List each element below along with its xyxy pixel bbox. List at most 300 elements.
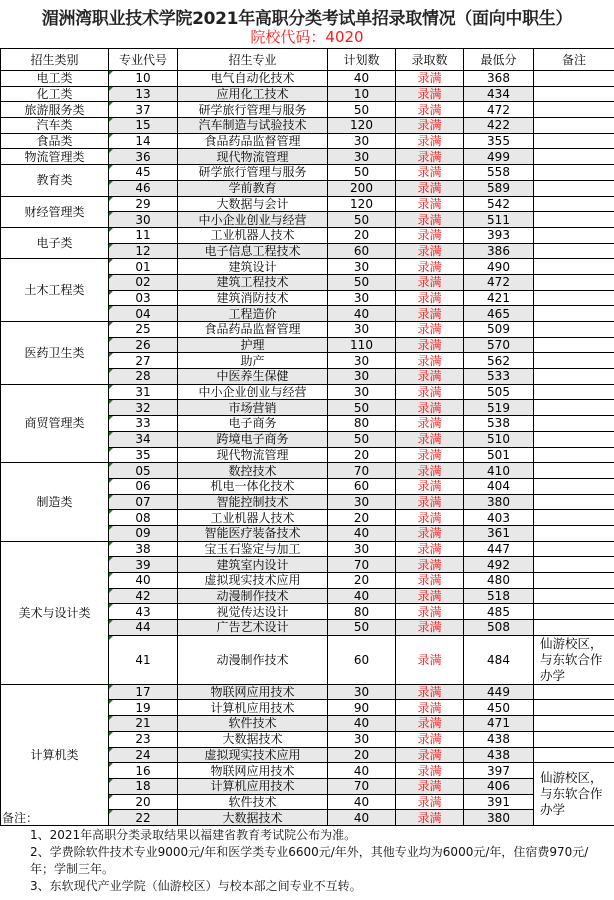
note-cell xyxy=(534,149,614,165)
admission-status-cell: 录满 xyxy=(396,180,464,196)
table-row xyxy=(1,684,614,700)
plan-count-cell: 200 xyxy=(328,180,396,196)
major-code-cell: 40 xyxy=(109,573,178,589)
note-cell xyxy=(534,274,614,290)
min-score-cell: 519 xyxy=(464,400,534,416)
plan-count-cell: 50 xyxy=(328,620,396,636)
table-body xyxy=(1,71,614,826)
admission-status-cell: 录满 xyxy=(396,716,464,732)
admission-status-cell: 录满 xyxy=(396,86,464,102)
major-name-cell: 大数据技术 xyxy=(178,731,328,747)
min-score-cell: 465 xyxy=(464,306,534,322)
category-cell: 医药卫生类 xyxy=(1,322,109,385)
table-row xyxy=(1,541,614,557)
table-row xyxy=(1,133,614,149)
min-score-cell: 533 xyxy=(464,369,534,385)
min-score-cell: 472 xyxy=(464,102,534,118)
note-cell xyxy=(534,71,614,87)
admission-status-cell: 录满 xyxy=(396,494,464,510)
admission-status-cell: 录满 xyxy=(396,243,464,259)
major-code-cell: 21 xyxy=(109,716,178,732)
major-name-cell: 虚拟现实技术应用 xyxy=(178,747,328,763)
note-cell xyxy=(534,525,614,541)
plan-count-cell: 20 xyxy=(328,747,396,763)
category-cell: 财经管理类 xyxy=(1,196,109,227)
major-code-cell: 41 xyxy=(109,635,178,684)
plan-count-cell: 50 xyxy=(328,212,396,228)
table-row xyxy=(1,259,614,275)
min-score-cell: 391 xyxy=(464,794,534,810)
admission-status-cell: 录满 xyxy=(396,573,464,589)
header-code: 专业代号 xyxy=(109,49,178,71)
note-cell xyxy=(534,180,614,196)
table-row xyxy=(1,322,614,338)
plan-count-cell: 30 xyxy=(328,731,396,747)
note-cell xyxy=(534,620,614,636)
major-name-cell: 研学旅行管理与服务 xyxy=(178,102,328,118)
note-cell xyxy=(534,196,614,212)
admission-status-cell: 录满 xyxy=(396,747,464,763)
min-score-cell: 562 xyxy=(464,353,534,369)
plan-count-cell: 40 xyxy=(328,306,396,322)
table-row xyxy=(1,227,614,243)
admission-status-cell: 录满 xyxy=(396,525,464,541)
admission-status-cell: 录满 xyxy=(396,274,464,290)
table-row xyxy=(1,165,614,181)
admission-status-cell: 录满 xyxy=(396,447,464,463)
major-code-cell: 02 xyxy=(109,274,178,290)
admission-status-cell: 录满 xyxy=(396,322,464,338)
plan-count-cell: 60 xyxy=(328,635,396,684)
admission-status-cell: 录满 xyxy=(396,778,464,794)
note-cell xyxy=(534,322,614,338)
plan-count-cell: 30 xyxy=(328,290,396,306)
note-cell xyxy=(534,86,614,102)
major-name-cell: 智能医疗装备技术 xyxy=(178,525,328,541)
major-code-cell: 27 xyxy=(109,353,178,369)
note-cell xyxy=(534,416,614,432)
admission-table xyxy=(0,48,614,826)
plan-count-cell: 20 xyxy=(328,510,396,526)
major-name-cell: 软件技术 xyxy=(178,794,328,810)
plan-count-cell: 40 xyxy=(328,716,396,732)
plan-count-cell: 110 xyxy=(328,337,396,353)
category-cell: 物流管理类 xyxy=(1,149,109,165)
major-code-cell: 46 xyxy=(109,180,178,196)
category-cell: 教育类 xyxy=(1,165,109,196)
note-cell xyxy=(534,212,614,228)
min-score-cell: 355 xyxy=(464,133,534,149)
plan-count-cell: 10 xyxy=(328,86,396,102)
admission-status-cell: 录满 xyxy=(396,463,464,479)
remarks-heading: 备注： xyxy=(2,811,39,825)
note-cell xyxy=(534,747,614,763)
category-cell: 电子类 xyxy=(1,227,109,258)
major-name-cell: 现代物流管理 xyxy=(178,447,328,463)
major-code-cell: 35 xyxy=(109,447,178,463)
plan-count-cell: 40 xyxy=(328,810,396,826)
min-score-cell: 447 xyxy=(464,541,534,557)
remark-item: 3、东软现代产业学院（仙游校区）与校本部之间专业不互转。 xyxy=(30,879,362,893)
note-cell xyxy=(534,588,614,604)
note-cell xyxy=(534,510,614,526)
min-score-cell: 386 xyxy=(464,243,534,259)
plan-count-cell: 30 xyxy=(328,494,396,510)
plan-count-cell: 50 xyxy=(328,274,396,290)
major-code-cell: 24 xyxy=(109,747,178,763)
min-score-cell: 380 xyxy=(464,810,534,826)
min-score-cell: 501 xyxy=(464,447,534,463)
admission-status-cell: 录满 xyxy=(396,416,464,432)
header-major: 招生专业 xyxy=(178,49,328,71)
min-score-cell: 490 xyxy=(464,259,534,275)
min-score-cell: 393 xyxy=(464,227,534,243)
plan-count-cell: 20 xyxy=(328,227,396,243)
major-name-cell: 电气自动化技术 xyxy=(178,71,328,87)
plan-count-cell: 30 xyxy=(328,369,396,385)
major-code-cell: 45 xyxy=(109,165,178,181)
min-score-cell: 471 xyxy=(464,716,534,732)
admission-status-cell: 录满 xyxy=(396,353,464,369)
admission-status-cell: 录满 xyxy=(396,227,464,243)
admission-status-cell: 录满 xyxy=(396,731,464,747)
major-code-cell: 13 xyxy=(109,86,178,102)
plan-count-cell: 30 xyxy=(328,133,396,149)
major-code-cell: 37 xyxy=(109,102,178,118)
note-cell xyxy=(534,243,614,259)
plan-count-cell: 120 xyxy=(328,196,396,212)
major-name-cell: 护理 xyxy=(178,337,328,353)
category-cell: 美术与设计类 xyxy=(1,541,109,684)
min-score-cell: 505 xyxy=(464,384,534,400)
major-code-cell: 30 xyxy=(109,212,178,228)
major-name-cell: 食品药品监督管理 xyxy=(178,322,328,338)
min-score-cell: 499 xyxy=(464,149,534,165)
note-cell xyxy=(534,102,614,118)
min-score-cell: 421 xyxy=(464,290,534,306)
major-name-cell: 工程造价 xyxy=(178,306,328,322)
min-score-cell: 434 xyxy=(464,86,534,102)
major-code-cell: 18 xyxy=(109,778,178,794)
category-cell: 制造类 xyxy=(1,463,109,541)
major-code-cell: 31 xyxy=(109,384,178,400)
plan-count-cell: 40 xyxy=(328,588,396,604)
major-name-cell: 电子商务 xyxy=(178,416,328,432)
major-name-cell: 现代物流管理 xyxy=(178,149,328,165)
note-cell xyxy=(534,337,614,353)
plan-count-cell: 120 xyxy=(328,118,396,134)
major-code-cell: 26 xyxy=(109,337,178,353)
major-code-cell: 03 xyxy=(109,290,178,306)
major-name-cell: 智能控制技术 xyxy=(178,494,328,510)
major-code-cell: 32 xyxy=(109,400,178,416)
category-cell: 商贸管理类 xyxy=(1,384,109,462)
major-name-cell: 市场营销 xyxy=(178,400,328,416)
major-name-cell: 软件技术 xyxy=(178,716,328,732)
major-code-cell: 08 xyxy=(109,510,178,526)
major-name-cell: 建筑室内设计 xyxy=(178,557,328,573)
min-score-cell: 480 xyxy=(464,573,534,589)
min-score-cell: 438 xyxy=(464,731,534,747)
major-code-cell: 15 xyxy=(109,118,178,134)
major-code-cell: 39 xyxy=(109,557,178,573)
note-cell xyxy=(534,716,614,732)
major-name-cell: 物联网应用技术 xyxy=(178,763,328,779)
major-name-cell: 动漫制作技术 xyxy=(178,588,328,604)
major-code-cell: 36 xyxy=(109,149,178,165)
major-code-cell: 01 xyxy=(109,259,178,275)
admission-status-cell: 录满 xyxy=(396,810,464,826)
admission-status-cell: 录满 xyxy=(396,71,464,87)
major-code-cell: 05 xyxy=(109,463,178,479)
plan-count-cell: 30 xyxy=(328,259,396,275)
category-cell: 计算机类 xyxy=(1,684,109,825)
major-code-cell: 09 xyxy=(109,525,178,541)
header-notes: 备注 xyxy=(534,49,614,71)
admission-status-cell: 录满 xyxy=(396,684,464,700)
note-cell xyxy=(534,463,614,479)
plan-count-cell: 30 xyxy=(328,384,396,400)
min-score-cell: 410 xyxy=(464,463,534,479)
note-cell xyxy=(534,431,614,447)
min-score-cell: 450 xyxy=(464,700,534,716)
table-row xyxy=(1,71,614,87)
min-score-cell: 508 xyxy=(464,620,534,636)
plan-count-cell: 50 xyxy=(328,102,396,118)
note-cell: 仙游校区，与东软合作办学 xyxy=(534,635,614,684)
admission-status-cell: 录满 xyxy=(396,400,464,416)
min-score-cell: 361 xyxy=(464,525,534,541)
major-code-cell: 11 xyxy=(109,227,178,243)
admission-status-cell: 录满 xyxy=(396,196,464,212)
major-code-cell: 07 xyxy=(109,494,178,510)
plan-count-cell: 30 xyxy=(328,684,396,700)
admission-status-cell: 录满 xyxy=(396,384,464,400)
major-name-cell: 跨境电子商务 xyxy=(178,431,328,447)
major-code-cell: 17 xyxy=(109,684,178,700)
header-admitted: 录取数 xyxy=(396,49,464,71)
major-name-cell: 应用化工技术 xyxy=(178,86,328,102)
major-name-cell: 计算机应用技术 xyxy=(178,700,328,716)
table-row xyxy=(1,196,614,212)
note-cell: 仙游校区，与东软合作办学 xyxy=(534,763,614,826)
plan-count-cell: 20 xyxy=(328,447,396,463)
admission-status-cell: 录满 xyxy=(396,369,464,385)
admission-status-cell: 录满 xyxy=(396,541,464,557)
plan-count-cell: 70 xyxy=(328,778,396,794)
admission-status-cell: 录满 xyxy=(396,165,464,181)
major-code-cell: 06 xyxy=(109,478,178,494)
admission-status-cell: 录满 xyxy=(396,763,464,779)
min-score-cell: 492 xyxy=(464,557,534,573)
major-code-cell: 10 xyxy=(109,71,178,87)
major-name-cell: 建筑消防技术 xyxy=(178,290,328,306)
table-row xyxy=(1,86,614,102)
min-score-cell: 380 xyxy=(464,494,534,510)
page-title: 湄洲湾职业技术学院2021年高职分类考试单招录取情况（面向中职生） xyxy=(41,9,573,29)
major-name-cell: 虚拟现实技术应用 xyxy=(178,573,328,589)
min-score-cell: 542 xyxy=(464,196,534,212)
major-code-cell: 23 xyxy=(109,731,178,747)
plan-count-cell: 50 xyxy=(328,165,396,181)
min-score-cell: 397 xyxy=(464,763,534,779)
note-cell xyxy=(534,700,614,716)
admission-status-cell: 录满 xyxy=(396,306,464,322)
major-name-cell: 工业机器人技术 xyxy=(178,510,328,526)
note-cell xyxy=(534,557,614,573)
plan-count-cell: 70 xyxy=(328,557,396,573)
min-score-cell: 403 xyxy=(464,510,534,526)
header-min-score: 最低分 xyxy=(464,49,534,71)
remark-item: 1、2021年高职分类录取结果以福建省教育考试院公布为准。 xyxy=(30,828,357,842)
note-cell xyxy=(534,731,614,747)
admission-status-cell: 录满 xyxy=(396,557,464,573)
table-row xyxy=(1,149,614,165)
major-name-cell: 汽车制造与试验技术 xyxy=(178,118,328,134)
min-score-cell: 404 xyxy=(464,478,534,494)
admission-status-cell: 录满 xyxy=(396,604,464,620)
admission-status-cell: 录满 xyxy=(396,259,464,275)
admission-status-cell: 录满 xyxy=(396,212,464,228)
min-score-cell: 570 xyxy=(464,337,534,353)
plan-count-cell: 40 xyxy=(328,71,396,87)
min-score-cell: 472 xyxy=(464,274,534,290)
note-cell xyxy=(534,684,614,700)
plan-count-cell: 80 xyxy=(328,416,396,432)
admission-status-cell: 录满 xyxy=(396,478,464,494)
note-cell xyxy=(534,227,614,243)
note-cell xyxy=(534,306,614,322)
plan-count-cell: 70 xyxy=(328,463,396,479)
plan-count-cell: 60 xyxy=(328,478,396,494)
major-name-cell: 工业机器人技术 xyxy=(178,227,328,243)
category-cell: 汽车类 xyxy=(1,118,109,134)
note-cell xyxy=(534,118,614,134)
admission-status-cell: 录满 xyxy=(396,149,464,165)
major-name-cell: 中小企业创业与经营 xyxy=(178,212,328,228)
category-cell: 化工类 xyxy=(1,86,109,102)
plan-count-cell: 40 xyxy=(328,525,396,541)
min-score-cell: 368 xyxy=(464,71,534,87)
header-category: 招生类别 xyxy=(1,49,109,71)
admission-status-cell: 录满 xyxy=(396,620,464,636)
major-code-cell: 43 xyxy=(109,604,178,620)
major-name-cell: 研学旅行管理与服务 xyxy=(178,165,328,181)
major-code-cell: 04 xyxy=(109,306,178,322)
major-name-cell: 计算机应用技术 xyxy=(178,778,328,794)
major-name-cell: 建筑工程技术 xyxy=(178,274,328,290)
admission-status-cell: 录满 xyxy=(396,133,464,149)
plan-count-cell: 20 xyxy=(328,573,396,589)
plan-count-cell: 50 xyxy=(328,400,396,416)
major-name-cell: 大数据技术 xyxy=(178,810,328,826)
note-cell xyxy=(534,369,614,385)
note-cell xyxy=(534,494,614,510)
plan-count-cell: 40 xyxy=(328,794,396,810)
min-score-cell: 509 xyxy=(464,322,534,338)
admission-status-cell: 录满 xyxy=(396,588,464,604)
admission-status-cell: 录满 xyxy=(396,337,464,353)
major-code-cell: 28 xyxy=(109,369,178,385)
table-row xyxy=(1,102,614,118)
major-name-cell: 电子信息工程技术 xyxy=(178,243,328,259)
min-score-cell: 518 xyxy=(464,588,534,604)
min-score-cell: 538 xyxy=(464,416,534,432)
note-cell xyxy=(534,573,614,589)
admission-status-cell: 录满 xyxy=(396,118,464,134)
min-score-cell: 558 xyxy=(464,165,534,181)
category-cell: 电工类 xyxy=(1,71,109,87)
note-cell xyxy=(534,478,614,494)
note-cell xyxy=(534,259,614,275)
plan-count-cell: 50 xyxy=(328,431,396,447)
major-code-cell: 34 xyxy=(109,431,178,447)
note-cell xyxy=(534,541,614,557)
category-cell: 土木工程类 xyxy=(1,259,109,322)
plan-count-cell: 90 xyxy=(328,700,396,716)
min-score-cell: 406 xyxy=(464,778,534,794)
plan-count-cell: 40 xyxy=(328,763,396,779)
min-score-cell: 422 xyxy=(464,118,534,134)
major-code-cell: 12 xyxy=(109,243,178,259)
admission-status-cell: 录满 xyxy=(396,102,464,118)
major-name-cell: 物联网应用技术 xyxy=(178,684,328,700)
admission-status-cell: 录满 xyxy=(396,431,464,447)
school-code: 院校代码：4020 xyxy=(250,28,364,46)
admission-status-cell: 录满 xyxy=(396,290,464,306)
major-name-cell: 大数据与会计 xyxy=(178,196,328,212)
major-name-cell: 中医养生保健 xyxy=(178,369,328,385)
plan-count-cell: 30 xyxy=(328,353,396,369)
note-cell xyxy=(534,133,614,149)
min-score-cell: 510 xyxy=(464,431,534,447)
note-cell xyxy=(534,400,614,416)
major-code-cell: 16 xyxy=(109,763,178,779)
note-cell xyxy=(534,353,614,369)
plan-count-cell: 30 xyxy=(328,541,396,557)
header-plan: 计划数 xyxy=(328,49,396,71)
min-score-cell: 511 xyxy=(464,212,534,228)
plan-count-cell: 30 xyxy=(328,322,396,338)
min-score-cell: 589 xyxy=(464,180,534,196)
admission-status-cell: 录满 xyxy=(396,510,464,526)
header-row xyxy=(1,49,614,71)
note-cell xyxy=(534,165,614,181)
major-code-cell: 29 xyxy=(109,196,178,212)
major-code-cell: 14 xyxy=(109,133,178,149)
major-name-cell: 助产 xyxy=(178,353,328,369)
category-cell: 食品类 xyxy=(1,133,109,149)
remarks-section xyxy=(2,810,612,895)
admission-status-cell: 录满 xyxy=(396,635,464,684)
major-code-cell: 25 xyxy=(109,322,178,338)
major-code-cell: 44 xyxy=(109,620,178,636)
note-cell xyxy=(534,447,614,463)
admission-status-cell: 录满 xyxy=(396,794,464,810)
plan-count-cell: 30 xyxy=(328,149,396,165)
min-score-cell: 485 xyxy=(464,604,534,620)
major-name-cell: 学前教育 xyxy=(178,180,328,196)
major-code-cell: 20 xyxy=(109,794,178,810)
major-name-cell: 中小企业创业与经营 xyxy=(178,384,328,400)
remark-item: 2、学费除软件技术专业9000元/年和医学类专业6600元/年外，其他专业均为6000元/年，住宿费970元/年；学制三年。 xyxy=(30,845,589,876)
note-cell xyxy=(534,290,614,306)
min-score-cell: 449 xyxy=(464,684,534,700)
major-name-cell: 宝玉石鉴定与加工 xyxy=(178,541,328,557)
table-row xyxy=(1,118,614,134)
note-cell xyxy=(534,604,614,620)
major-code-cell: 42 xyxy=(109,588,178,604)
